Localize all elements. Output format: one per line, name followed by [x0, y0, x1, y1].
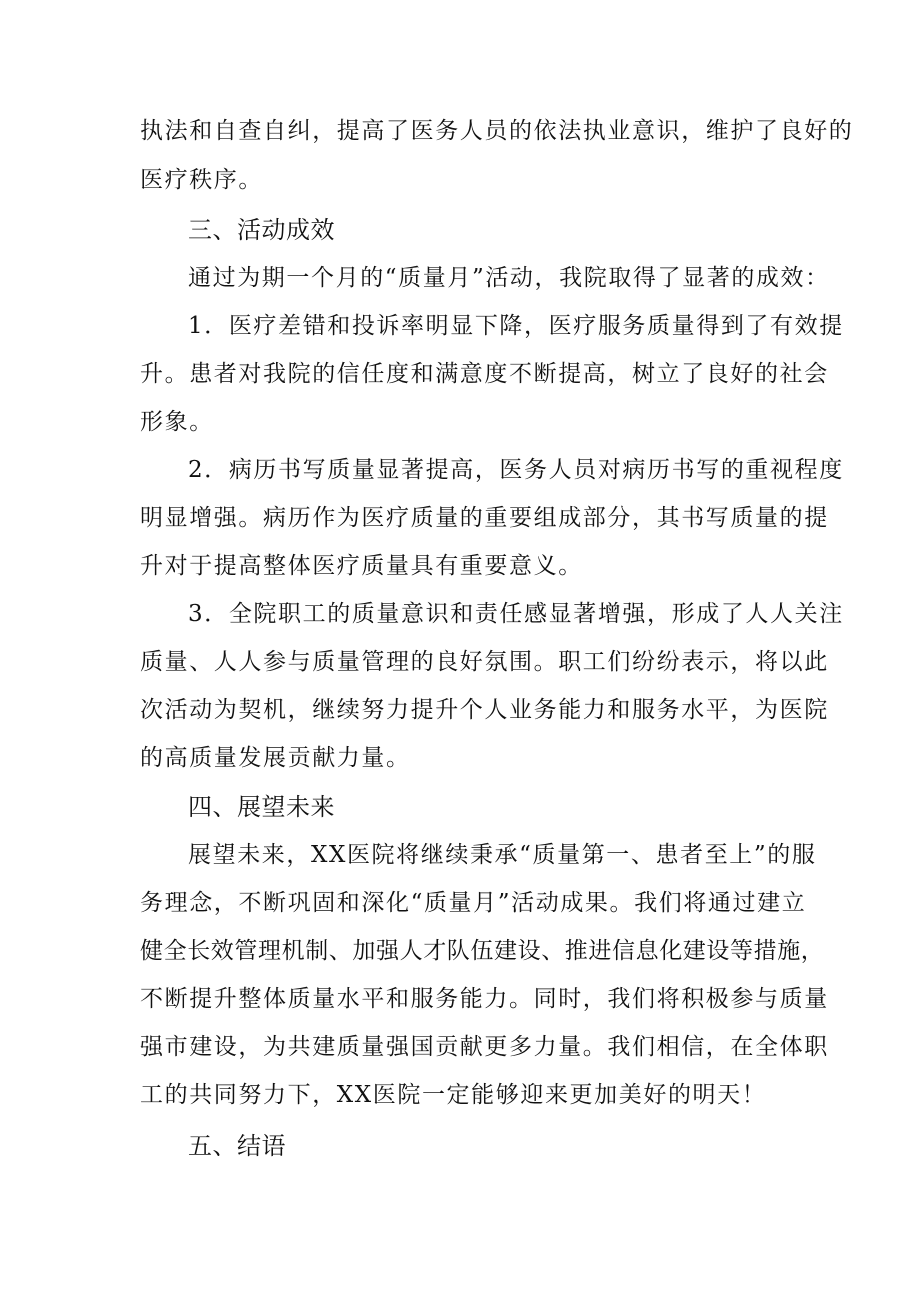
list-item-1-line: 形象。: [140, 409, 214, 435]
section-heading-4: 四、展望未来: [188, 793, 335, 821]
list-item-1-line: 1．医疗差错和投诉率明显下降，医疗服务质量得到了有效提: [188, 313, 844, 339]
list-item-2-line: 2．病历书写质量显著提高，医务人员对病历书写的重视程度: [188, 457, 844, 483]
section-heading-3: 三、活动成效: [188, 216, 335, 244]
paragraph-line: 执法和自查自纠，提高了医务人员的依法执业意识，维护了良好的: [140, 118, 854, 144]
paragraph-line: 务理念，不断巩固和深化“质量月”活动成果。我们将通过建立: [140, 890, 807, 916]
paragraph-line: 工的共同努力下，XX医院一定能够迎来更加美好的明天！: [140, 1082, 767, 1108]
list-item-3-line: 3．全院职工的质量意识和责任感显著增强，形成了人人关注: [188, 601, 844, 627]
list-item-1-line: 升。患者对我院的信任度和满意度不断提高，树立了良好的社会: [140, 361, 829, 387]
list-item-2-line: 明显增强。病历作为医疗质量的重要组成部分，其书写质量的提: [140, 505, 829, 531]
list-item-3-line: 次活动为契机，继续努力提升个人业务能力和服务水平，为医院: [140, 697, 829, 723]
list-item-3-line: 的高质量发展贡献力量。: [140, 745, 411, 771]
paragraph-line: 医疗秩序。: [140, 167, 263, 193]
section-heading-5: 五、结语: [188, 1132, 286, 1160]
paragraph-line: 强市建设，为共建质量强国贡献更多力量。我们相信，在全体职: [140, 1034, 829, 1060]
paragraph-line: 通过为期一个月的“质量月”活动，我院取得了显著的成效：: [188, 265, 830, 291]
list-item-2-line: 升对于提高整体医疗质量具有重要意义。: [140, 553, 583, 579]
paragraph-line: 展望未来，XX医院将继续秉承“质量第一、患者至上”的服: [188, 842, 817, 868]
paragraph-line: 健全长效管理机制、加强人才队伍建设、推进信息化建设等措施，: [140, 938, 825, 964]
paragraph-line: 不断提升整体质量水平和服务能力。同时，我们将积极参与质量: [140, 986, 829, 1012]
list-item-3-line: 质量、人人参与质量管理的良好氛围。职工们纷纷表示，将以此: [140, 649, 829, 675]
